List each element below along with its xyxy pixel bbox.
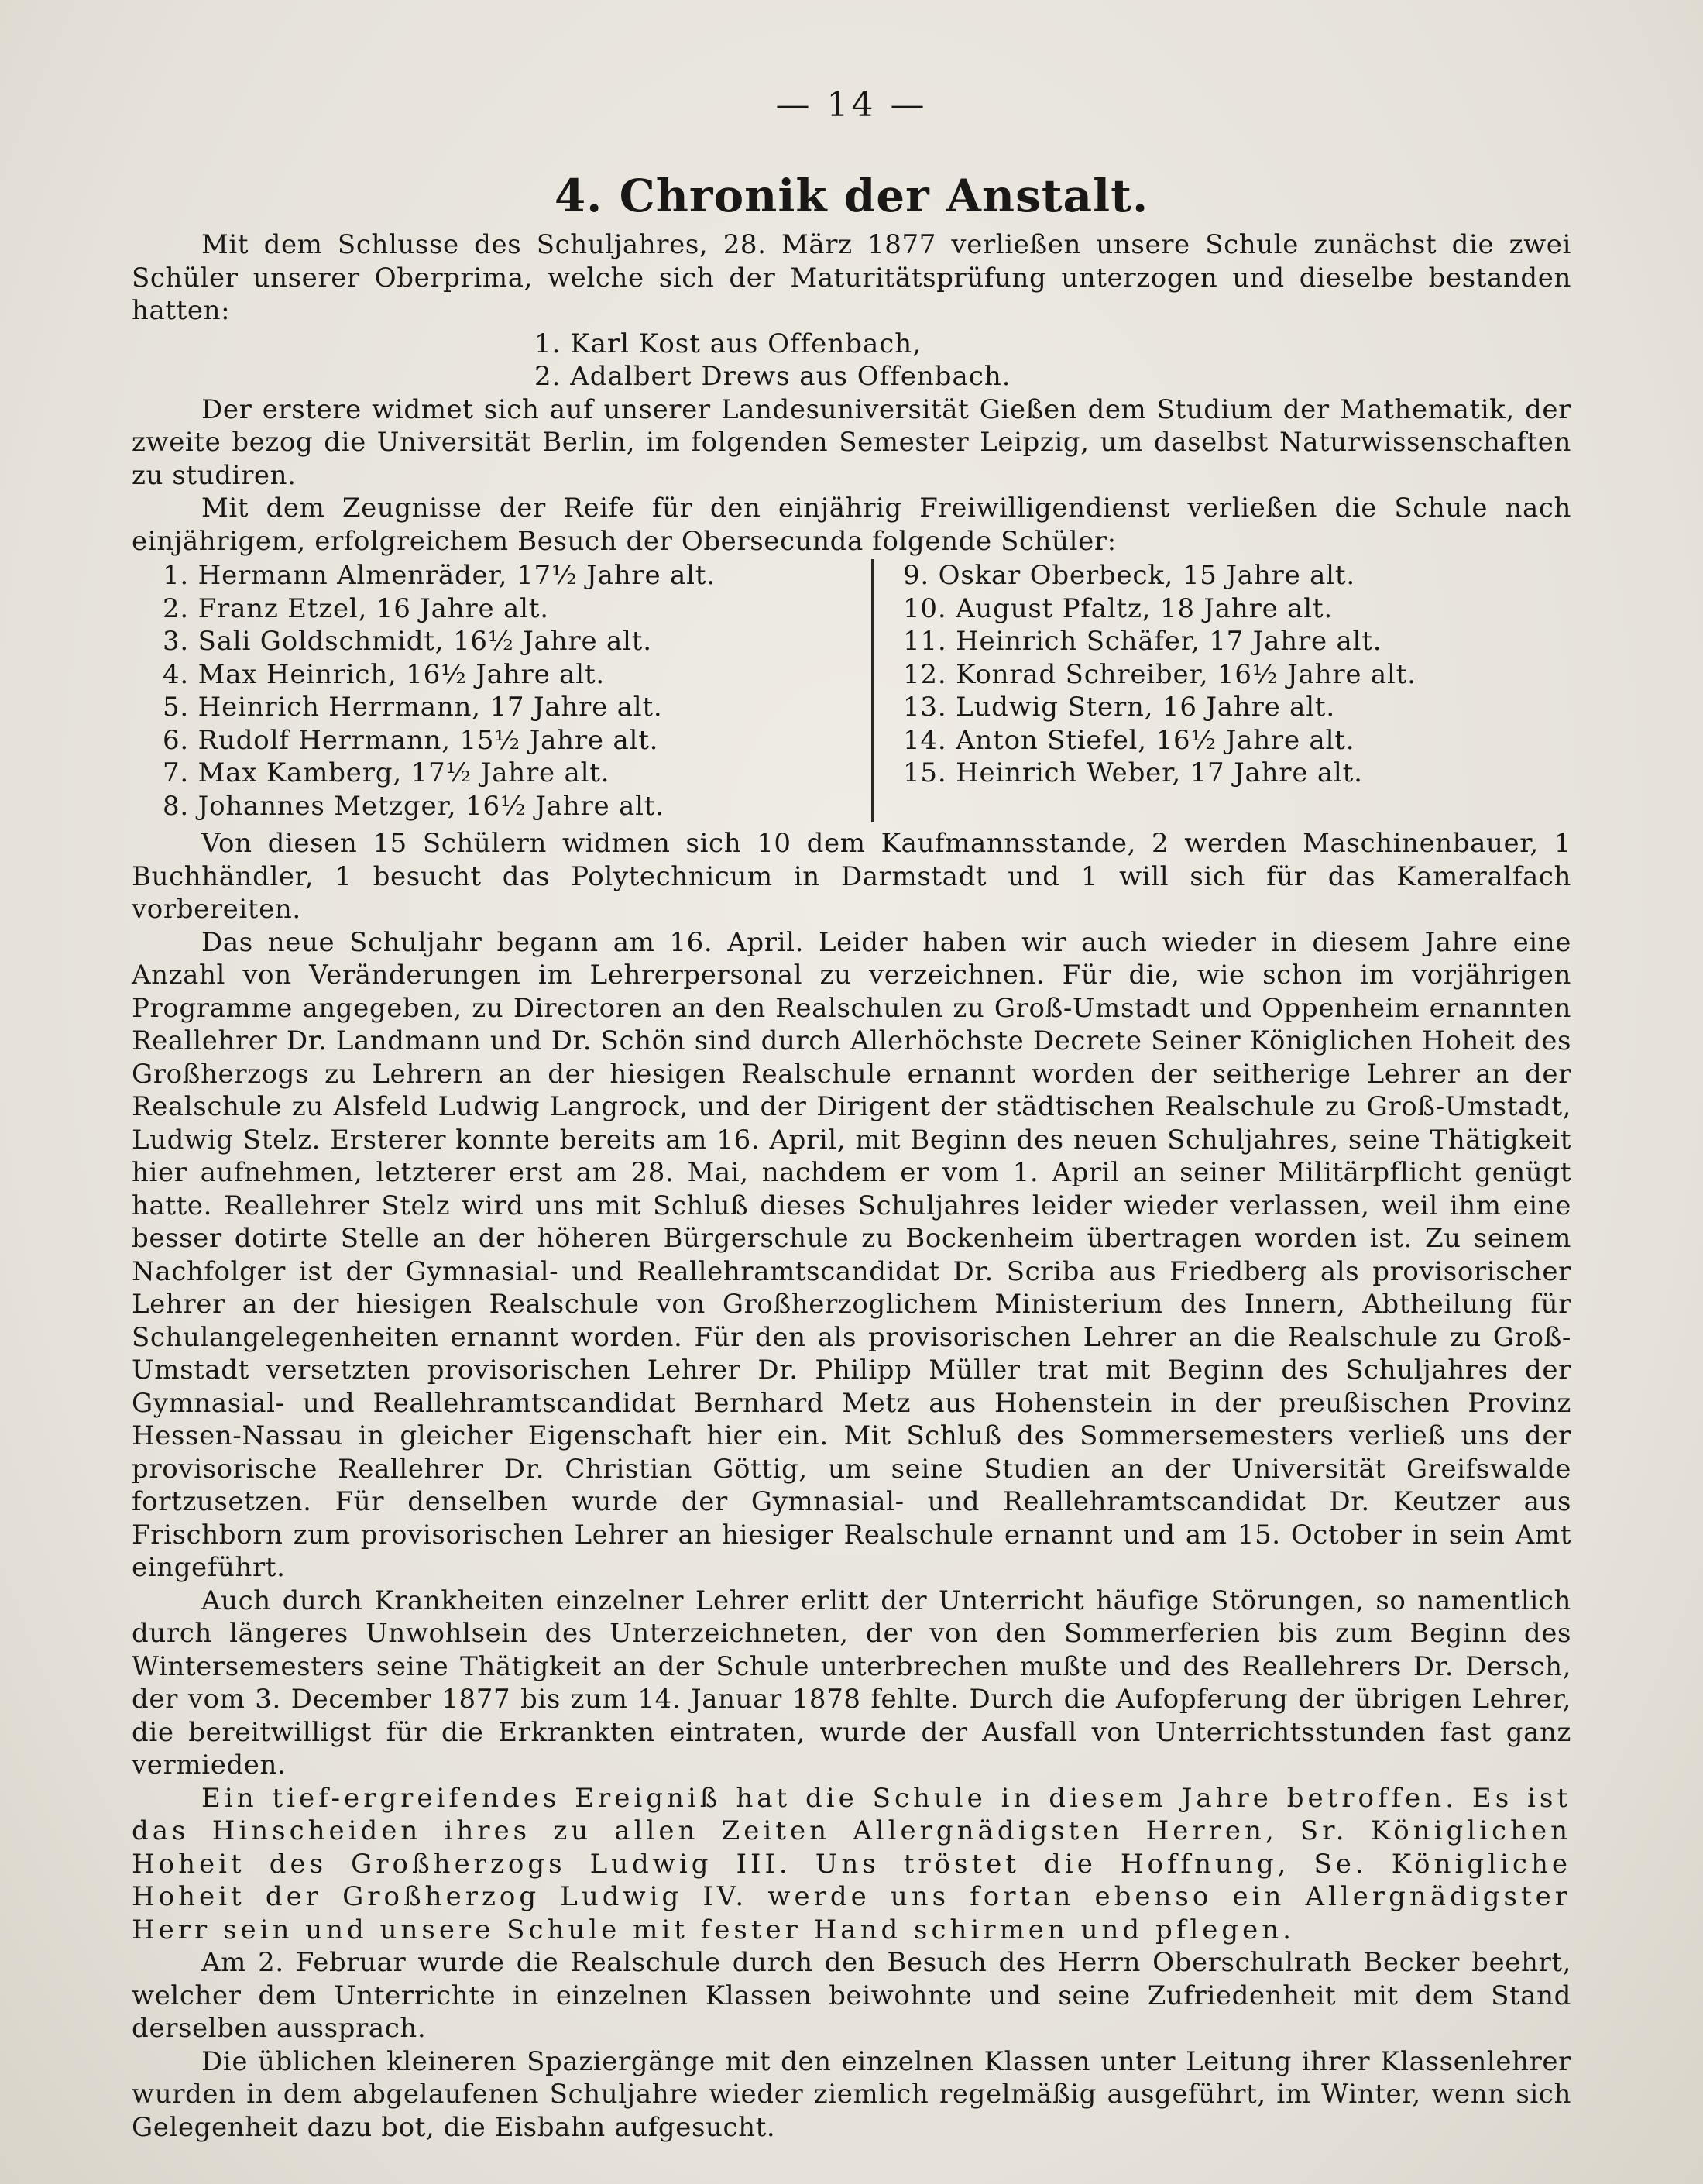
student-item: 8. Johannes Metzger, 16½ Jahre alt. bbox=[163, 790, 664, 822]
students-column-left bbox=[163, 559, 874, 822]
page-number: — 14 — bbox=[775, 85, 928, 125]
student-item: 11. Heinrich Schäfer, 17 Jahre alt. bbox=[903, 626, 1382, 657]
student-item: 6. Rudolf Herrmann, 15½ Jahre alt. bbox=[163, 724, 659, 756]
paragraph-intro: Mit dem Schlusse des Schuljahres, 28. März 1877 verließen unsere Schule zunächst die zwei Schüler unserer Oberprima, welche sich der Maturitätsprüfung unterzogen und dieselbe bestanden hatten: bbox=[132, 229, 1571, 326]
student-item: 7. Max Kamberg, 17½ Jahre alt. bbox=[163, 757, 610, 788]
paragraph-new-year: Das neue Schuljahr begann am 16. April. Leider haben wir auch wieder in diesem Jahre eine Anzahl von Veränderungen im Lehrerpersonal zu verzeichnen. Für die, wie schon im vorjährigen Programme angegeben, zu Directoren an den Realschulen zu Groß-Umstadt und Oppenheim ernannten Reallehrer Dr. Landmann und Dr. Schön sind durch Allerhöchste Decrete Seiner Königlichen Hoheit des Großherzogs zu Lehrern an der hiesigen Realschule ernannt worden der seitherige Lehrer an der Realschule zu Alsfeld Ludwig Langrock, und der Dirigent der städtischen Realschule zu Groß-Umstadt, Ludwig Stelz. Ersterer konnte bereits am 16. April, mit Beginn des neuen Schuljahres, seine Thätigkeit hier aufnehmen, letzterer erst am 28. Mai, nachdem er vom 1. April an seiner Militärpflicht genügt hatte. Reallehrer Stelz wird uns mit Schluß dieses Schuljahres leider wieder verlassen, weil ihm eine besser dotirte Stelle an der höheren Bürgerschule zu Bockenheim übertragen worden ist. Zu seinem Nachfolger ist der Gymnasial- und Reallehramtscandidat Dr. Scriba aus Friedberg als provisorischer Lehrer an der hiesigen Realschule von Großherzoglichem Ministerium des Innern, Abtheilung für Schulangelegenheiten ernannt worden. Für den als provisorischen Lehrer an die Realschule zu Groß-Umstadt versetzten provisorischen Lehrer Dr. Philipp Müller trat mit Beginn des Schuljahres der Gymnasial- und Reallehramtscandidat Bernhard Metz aus Hohenstein in der preußischen Provinz Hessen-Nassau in gleicher Eigenschaft hier ein. Mit Schluß des Sommersemesters verließ uns der provisorische Reallehrer Dr. Christian Göttig, um seine Studien an der Universität Greifswalde fortzusetzen. Für denselben wurde der Gymnasial- und Reallehramtscandidat Dr. Keutzer aus Frischborn zum provisorischen Lehrer an hiesiger Realschule ernannt und am 15. October in sein Amt eingeführt. bbox=[132, 926, 1571, 1583]
student-item: 1. Hermann Almenräder, 17½ Jahre alt. bbox=[163, 560, 716, 591]
student-item: 12. Konrad Schreiber, 16½ Jahre alt. bbox=[903, 658, 1416, 690]
paragraph-careers: Von diesen 15 Schülern widmen sich 10 dem Kaufmannsstande, 2 werden Maschinenbauer, 1 Buchhändler, 1 besucht das Polytechnicum in Darmstadt und 1 will sich für das Kameralfach vorbereiten. bbox=[132, 828, 1571, 925]
paragraph-certificate: Mit dem Zeugnisse der Reife für den einjährig Freiwilligendienst verließen die Schule nach einjährigem, erfolgreichem Besuch der Obersecunda folgende Schüler: bbox=[132, 493, 1571, 557]
student-item: 4. Max Heinrich, 16½ Jahre alt. bbox=[163, 658, 605, 690]
student-item: 2. Franz Etzel, 16 Jahre alt. bbox=[163, 592, 549, 624]
students-table bbox=[163, 559, 1571, 822]
student-item: 15. Heinrich Weber, 17 Jahre alt. bbox=[903, 757, 1363, 788]
paragraph-graduates: Der erstere widmet sich auf unserer Landesuniversität Gießen dem Studium der Mathematik, der zweite bezog die Universität Berlin, im folgenden Semester Leipzig, um daselbst Naturwissenschaften zu studiren. bbox=[132, 393, 1571, 491]
student-item: 9. Oskar Oberbeck, 15 Jahre alt. bbox=[903, 560, 1355, 591]
students-column-right bbox=[874, 559, 1416, 822]
graduate-item: 1. Karl Kost aus Offenbach, bbox=[534, 328, 922, 359]
student-item: 14. Anton Stiefel, 16½ Jahre alt. bbox=[903, 724, 1355, 756]
paragraph-visit: Am 2. Februar wurde die Realschule durch den Besuch des Herrn Oberschulrath Becker beehrt, welcher dem Unterrichte in einzelnen Klassen beiwohnte und seine Zufriedenheit mit dem Stand derselben aussprach. bbox=[132, 1947, 1571, 2044]
student-item: 13. Ludwig Stern, 16 Jahre alt. bbox=[903, 692, 1335, 723]
student-item: 10. August Pfaltz, 18 Jahre alt. bbox=[903, 592, 1333, 624]
student-item: 5. Heinrich Herrmann, 17 Jahre alt. bbox=[163, 692, 663, 723]
graduates-list bbox=[534, 328, 1571, 393]
paragraph-illness: Auch durch Krankheiten einzelner Lehrer erlitt der Unterricht häufige Störungen, so namentlich durch längeres Unwohlsein des Unterzeichneten, der von den Sommerferien bis zum Beginn des Wintersemesters seine Thätigkeit an der Schule unterbrechen mußte und des Reallehrers Dr. Dersch, der vom 3. December 1877 bis zum 14. Januar 1878 fehlte. Durch die Aufopferung der übrigen Lehrer, die bereitwilligst für die Erkrankten eintraten, wurde der Ausfall von Unterrichtsstunden fast ganz vermieden. bbox=[132, 1585, 1571, 1781]
graduate-item: 2. Adalbert Drews aus Offenbach. bbox=[534, 361, 1011, 392]
section-title: 4. Chronik der Anstalt. bbox=[554, 170, 1149, 222]
paragraph-walks: Die üblichen kleineren Spaziergänge mit den einzelnen Klassen unter Leitung ihrer Klassenlehrer wurden in dem abgelaufenen Schuljahre wieder ziemlich regelmäßig ausgeführt, im Winter, wenn sich Gelegenheit dazu bot, die Eisbahn aufgesucht. bbox=[132, 2045, 1571, 2143]
paragraph-event: Ein tief-ergreifendes Ereigniß hat die Schule in diesem Jahre betroffen. Es ist das Hinscheiden ihres zu allen Zeiten Allergnädigsten Herren, Sr. Königlichen Hoheit des Großherzogs Ludwig III. Uns tröstet die Hoffnung, Se. Königliche Hoheit der Großherzog Ludwig IV. werde uns fortan ebenso ein Allergnädigster Herr sein und unsere Schule mit fester Hand schirmen und pflegen. bbox=[132, 1782, 1571, 1945]
student-item: 3. Sali Goldschmidt, 16½ Jahre alt. bbox=[163, 626, 652, 657]
